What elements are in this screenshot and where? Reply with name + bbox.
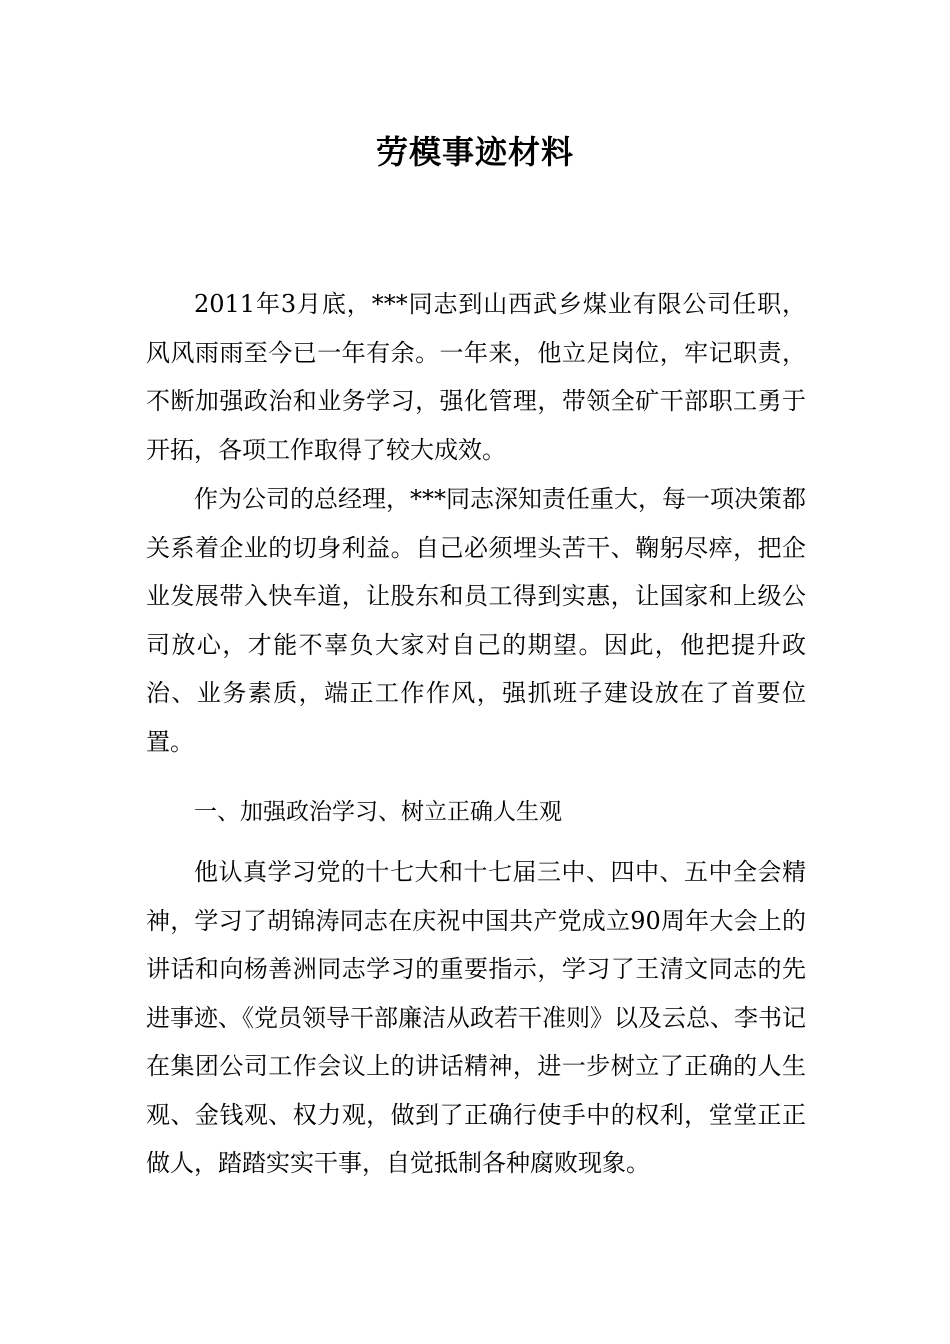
paragraph-section-one: 他认真学习党的十七大和十七届三中、四中、五中全会精神，学习了胡锦涛同志在庆祝中国共产党成立90周年大会上的讲话和向杨善洲同志学习的重要指示，学习了王清文同志的先进事迹、《党员领导干部廉洁从政若干准则》以及云总、李书记在集团公司工作会议上的讲话精神，进一步树立了正确的人生观、金钱观、权力观，做到了正确行使手中的权利，堂堂正正做人，踏踏实实干事，自觉抵制各种腐败现象。	[146, 858, 806, 1177]
document-title: 劳模事迹材料	[375, 133, 574, 171]
section-heading: 一、加强政治学习、树立正确人生观	[194, 799, 562, 825]
paragraph-responsibility: 作为公司的总经理，***同志深知责任重大，每一项决策都关系着企业的切身利益。自己必须埋头苦干、鞠躬尽瘁，把企业发展带入快车道，让股东和员工得到实惠，让国家和上级公司放心，才能不辜负大家对自己的期望。因此，他把提升政治、业务素质，端正工作作风，强抓班子建设放在了首要位置。	[146, 485, 806, 756]
paragraph-intro: 2011年3月底，***同志到山西武乡煤业有限公司任职，风风雨雨至今已一年有余。一年来，他立足岗位，牢记职责，不断加强政治和业务学习，强化管理，带领全矿干部职工勇于开拓，各项工作取得了较大成效。	[146, 290, 806, 464]
